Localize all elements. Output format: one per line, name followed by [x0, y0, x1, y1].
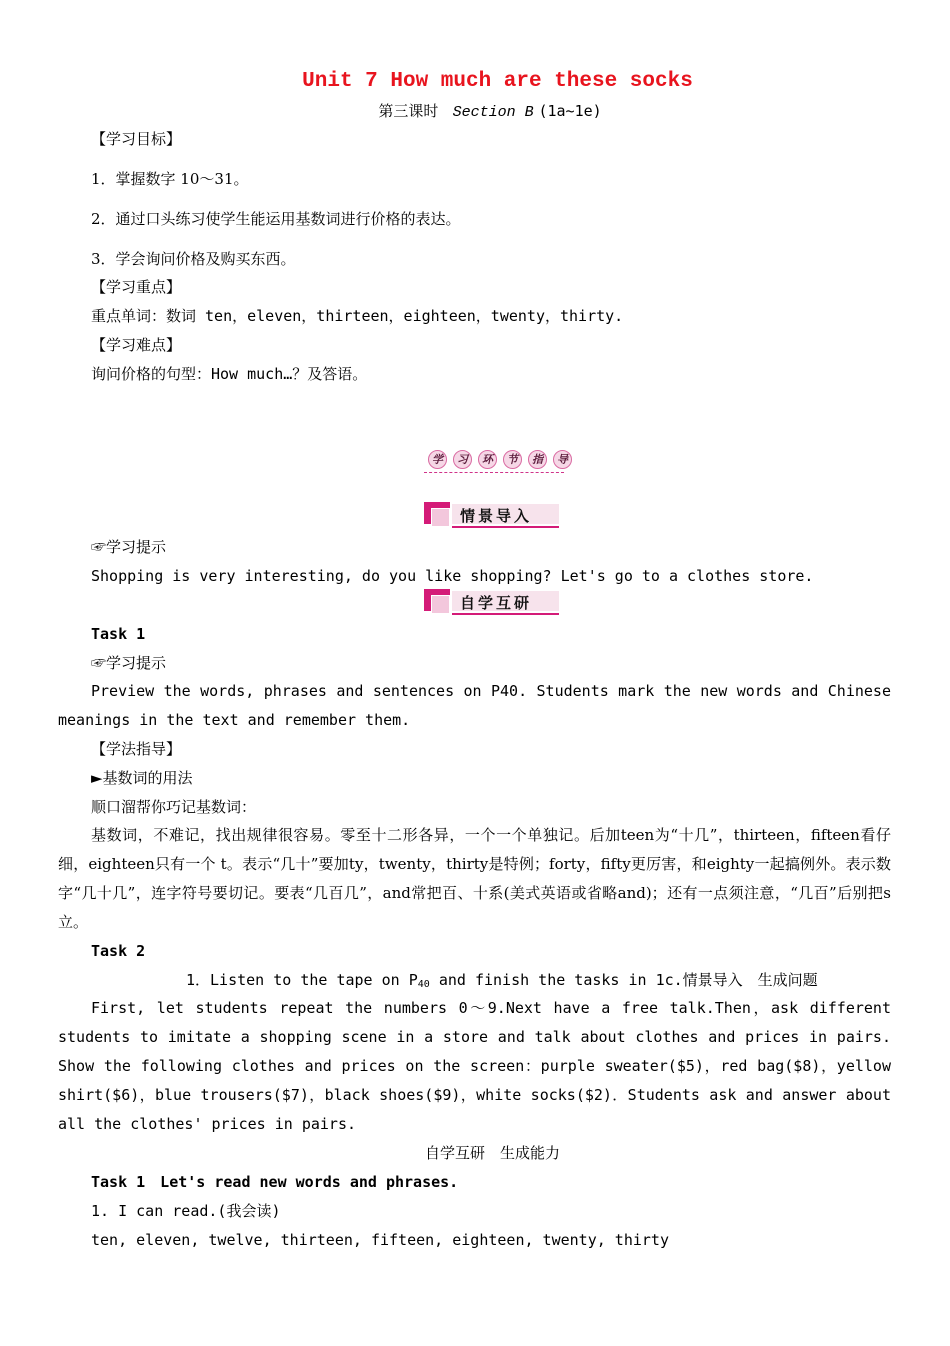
tip-label: ☞学习提示: [91, 654, 167, 672]
difficulty-text: 询问价格的句型：How much…？及答语。: [91, 365, 368, 383]
badge-char: 习: [453, 450, 472, 469]
goal-item-3: 3．学会询问价格及购买东西。: [91, 250, 296, 268]
badge-char: 节: [503, 450, 522, 469]
task2-text: First, let students repeat the numbers 0～9.Next have a free talk.Then，ask different students to imitate a shopping scene in a store and talk about clothes and prices in pairs. Show the following clothes and prices on the screen：purple sweater($5)，red bag($8)，yellow shirt($6)，blue trousers($7)，black shoes($9)，white socks($2)．Students ask and answer about all the clothes' prices in pairs.: [58, 999, 891, 1133]
task1b-title: Task 1 Let's read new words and phrases.: [91, 1173, 459, 1191]
lesson-number: 第三课时: [378, 102, 439, 120]
difficulty-heading: 【学习难点】: [91, 336, 182, 354]
intro-text: Shopping is very interesting, do you like shopping? Let's go to a clothes store.: [91, 567, 814, 585]
lesson-subtitle: [0, 100, 950, 121]
tip-label: ☞学习提示: [91, 538, 167, 556]
task1-text: Preview the words, phrases and sentences on P40. Students mark the new words and Chinese meanings in the text and remember them.: [58, 682, 891, 729]
focus-text: 重点单词：数词 ten，eleven，thirteen，eighteen，twenty，thirty.: [91, 307, 624, 325]
section-header-selfstudy: [424, 589, 560, 619]
method-heading: 【学法指导】: [91, 740, 182, 758]
read-item: 1. I can read.(我会读): [91, 1202, 281, 1220]
badge-underline: [424, 472, 564, 473]
badge-char: 指: [528, 450, 547, 469]
goal-item-1: 1．掌握数字 10～31。: [91, 170, 249, 188]
goal-item-2: 2．通过口头练习使学生能运用基数词进行价格的表达。: [91, 210, 461, 228]
center-heading: 自学互研 生成能力: [424, 1144, 560, 1162]
method-intro: 顺口溜帮你巧记基数词：: [91, 798, 257, 816]
goals-heading: 【学习目标】: [91, 130, 182, 148]
task1-title: Task 1: [91, 625, 146, 643]
badge-char: 环: [478, 450, 497, 469]
badge-char: 学: [428, 450, 447, 469]
page-title: Unit 7 How much are these socks: [302, 70, 693, 93]
section-label: 情景导入: [460, 507, 533, 525]
section-name: Section B: [452, 104, 534, 121]
task2-line: 1．Listen to the tape on $P_{40}$ and finish the tasks in 1c.情景导入 生成问题: [186, 971, 818, 990]
header-square-inner: [431, 508, 450, 527]
guide-badge: [422, 446, 566, 476]
focus-heading: 【学习重点】: [91, 278, 182, 296]
header-square-inner: [431, 595, 450, 614]
badge-char: 导: [553, 450, 572, 469]
section-header-intro: [424, 502, 560, 532]
section-label: 自学互研: [460, 594, 533, 612]
section-range: (1a~1e): [538, 102, 602, 120]
word-list: ten, eleven, twelve, thirteen, fifteen, eighteen, twenty, thirty: [91, 1231, 669, 1249]
task2-title: Task 2: [91, 942, 146, 960]
method-subheading: ►基数词的用法: [91, 769, 193, 787]
method-text: 基数词，不难记，找出规律很容易。零至十二形各异，一个一个单独记。后加teen为“十几”，thirteen，fifteen看仔细，eighteen只有一个 t。表示“几十”要加ty，twenty，thirty是特例；forty，fifty更厉害，和eighty一起搞例外。表示数字“几十几”，连字符号要切记。要表“几百几”，and常把百、十系(美式英语或省略and)；还有一点须注意，“几百”后别把s立。: [58, 826, 891, 931]
